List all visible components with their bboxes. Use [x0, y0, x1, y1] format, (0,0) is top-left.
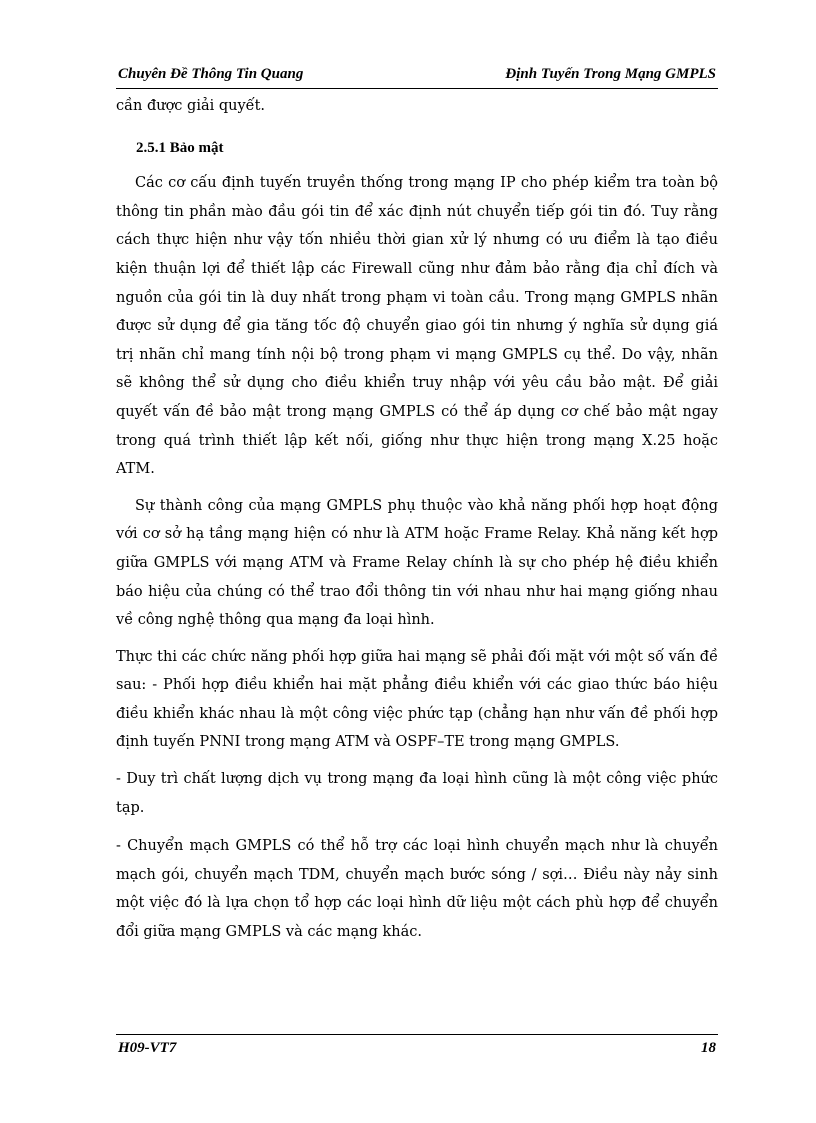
footer-divider [116, 1034, 718, 1035]
carryover-text: cần được giải quyết. [116, 98, 266, 114]
paragraph-qos: - Duy trì chất lượng dịch vụ trong mạng đa loại hình cũng là một công việc phức tạp. [116, 771, 718, 816]
footer-doc-code: H09-VT7 [118, 1040, 177, 1056]
section-heading: 2.5.1 Bảo mật [136, 139, 224, 156]
header-title-left: Chuyên Đề Thông Tin Quang [118, 66, 304, 82]
page-header [116, 66, 718, 88]
paragraph-interworking: Sự thành công của mạng GMPLS phụ thuộc vào khả năng phối hợp hoạt động với cơ sở hạ tầng mạng hiện có như là ATM hoặc Frame Relay. Khả năng kết hợp giữa GMPLS với mạng ATM và Frame Relay chính là sự cho phép hệ điều khiển báo hiệu của chúng có thể trao đổi thông tin với nhau như hai mạng giống nhau về công nghệ thông qua mạng đa loại hình. [116, 497, 718, 629]
paragraph-switching: - Chuyển mạch GMPLS có thể hỗ trợ các loại hình chuyển mạch như là chuyển mạch gói, chuyển mạch TDM, chuyển mạch bước sóng / sợi… Điều này nảy sinh một việc đó là lựa chọn tổ hợp các loại hình dữ liệu một cách phù hợp để chuyển đổi giữa mạng GMPLS và các mạng khác. [116, 838, 718, 941]
header-divider [116, 88, 718, 89]
header-title-right: Định Tuyến Trong Mạng GMPLS [505, 66, 716, 82]
page-body [116, 92, 718, 947]
paragraph-security: Các cơ cấu định tuyến truyền thống trong mạng IP cho phép kiểm tra toàn bộ thông tin phần mào đầu gói tin để xác định nút chuyển tiếp gói tin đó. Tuy rằng cách thực hiện như vậy tốn nhiều thời gian xử lý nhưng có ưu điểm là tạo điều kiện thuận lợi để thiết lập các Firewall cũng như đảm bảo rằng địa chỉ đích và nguồn của gói tin là duy nhất trong phạm vi toàn cầu. Trong mạng GMPLS nhãn được sử dụng để gia tăng tốc độ chuyển giao gói tin nhưng ý nghĩa sử dụng giá trị nhãn chỉ mang tính nội bộ trong phạm vi mạng GMPLS cụ thể. Do vậy, nhãn sẽ không thể sử dụng cho điều khiển truy nhập với yêu cầu bảo mật. Để giải quyết vấn đề bảo mật trong mạng GMPLS có thể áp dụng cơ chế bảo mật ngay trong quá trình thiết lập kết nối, giống như thực hiện trong mạng X.25 hoặc ATM. [116, 175, 718, 478]
paragraph-issues: Thực thi các chức năng phối hợp giữa hai mạng sẽ phải đối mặt với một số vấn đề sau: - Phối hợp điều khiển hai mặt phẳng điều khiển với các giao thức báo hiệu điều khiển khác nhau là một công việc phức tạp (chẳng hạn như vấn đề phối hợp định tuyến PNNI trong mạng ATM và OSPF–TE trong mạng GMPLS. [116, 648, 718, 751]
page-number: 18 [701, 1040, 716, 1056]
